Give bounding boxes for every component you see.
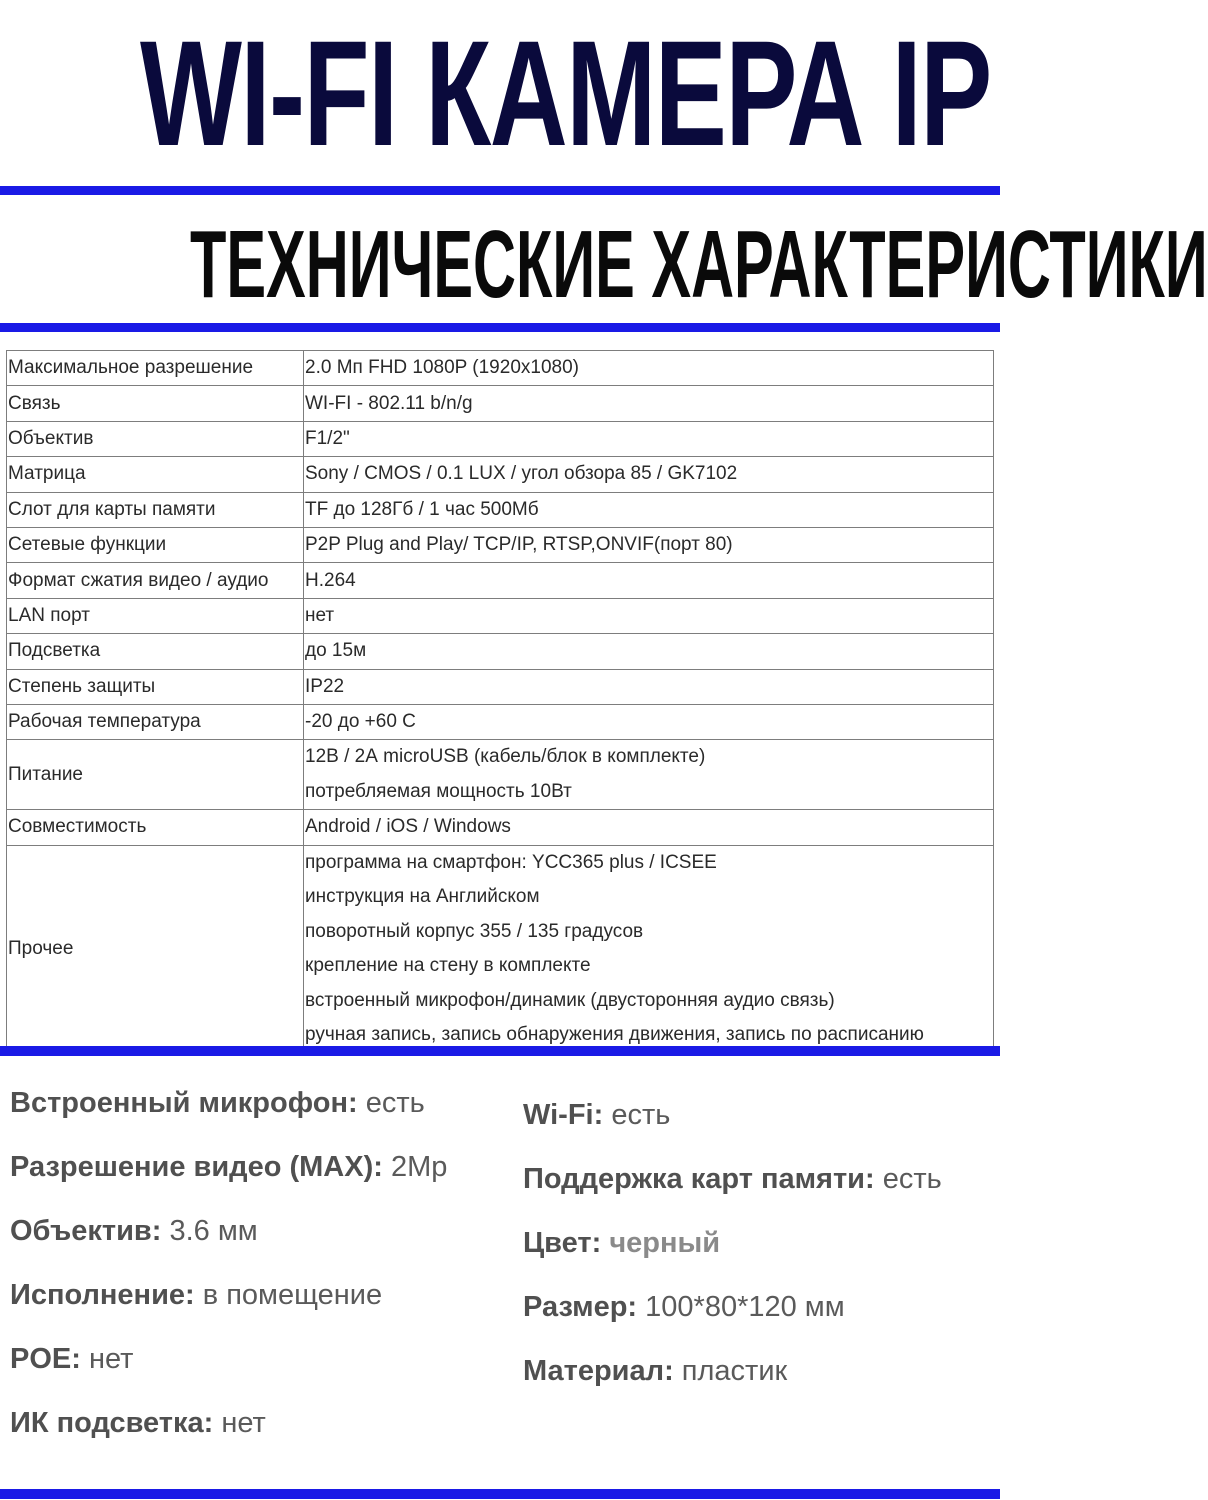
property-item (523, 1092, 942, 1156)
section-title: ТЕХНИЧЕСКИЕ ХАРАКТЕРИСТИКИ (190, 211, 1208, 318)
spec-value-line: ручная запись, запись обнаружения движения, запись по расписанию (305, 1024, 924, 1046)
table-row (7, 351, 994, 386)
property-item (10, 1272, 447, 1336)
table-row (7, 421, 994, 456)
property-key: Встроенный микрофон: (10, 1087, 358, 1119)
property-key: Wi-Fi: (523, 1099, 604, 1131)
spec-value (304, 740, 994, 810)
property-value: нет (221, 1407, 266, 1439)
property-key: Цвет: (523, 1227, 602, 1259)
spec-label: Рабочая температура (7, 704, 304, 739)
property-value: 2Mp (390, 1151, 448, 1183)
spec-value-line: крепление на стену в комплекте (305, 955, 591, 977)
spec-value: F1/2" (304, 421, 994, 456)
spec-label: Связь (7, 386, 304, 421)
spec-value: 2.0 Мп FHD 1080P (1920x1080) (304, 351, 994, 386)
table-row (7, 704, 994, 739)
property-key: POE: (10, 1343, 81, 1375)
table-row (7, 810, 994, 845)
property-value: в помещение (202, 1279, 383, 1311)
spec-label: Матрица (7, 457, 304, 492)
spec-value-line: поворотный корпус 355 / 135 градусов (305, 920, 644, 942)
table-row (7, 386, 994, 421)
property-value: 3.6 мм (169, 1215, 258, 1247)
property-item (10, 1400, 447, 1464)
spec-value: до 15м (304, 634, 994, 669)
property-value: есть (365, 1087, 425, 1119)
spec-label: Формат сжатия видео / аудио (7, 563, 304, 598)
spec-label: Максимальное разрешение (7, 351, 304, 386)
spec-label: Совместимость (7, 810, 304, 845)
spec-label: Слот для карты памяти (7, 492, 304, 527)
property-key: Исполнение: (10, 1279, 195, 1311)
table-row (7, 634, 994, 669)
property-key: Поддержка карт памяти: (523, 1163, 875, 1195)
property-key: Размер: (523, 1291, 638, 1323)
table-row (7, 457, 994, 492)
property-item (10, 1080, 447, 1144)
spec-value: Sony / CMOS / 0.1 LUX / угол обзора 85 / GK7102 (304, 457, 994, 492)
table-row (7, 669, 994, 704)
spec-value (304, 845, 994, 1053)
property-key: ИК подсветка: (10, 1407, 214, 1439)
page-title: WI-FI КАМЕРА IP (140, 9, 991, 177)
property-item (523, 1348, 942, 1412)
property-value: нет (88, 1343, 134, 1375)
property-item (523, 1156, 942, 1220)
property-value: 100*80*120 мм (645, 1291, 845, 1323)
property-value: пластик (681, 1355, 788, 1387)
spec-label: Сетевые функции (7, 527, 304, 562)
table-row (7, 740, 994, 810)
property-item (523, 1284, 942, 1348)
spec-label: Подсветка (7, 634, 304, 669)
table-row (7, 527, 994, 562)
table-row (7, 563, 994, 598)
divider-bar (0, 1489, 1000, 1499)
spec-value-line: встроенный микрофон/динамик (двусторонняя аудио связь) (305, 989, 835, 1011)
spec-value: Android / iOS / Windows (304, 810, 994, 845)
divider-bar (0, 323, 1000, 332)
spec-label: Объектив (7, 421, 304, 456)
spec-value: H.264 (304, 563, 994, 598)
property-value: есть (882, 1163, 942, 1195)
spec-table (6, 350, 994, 1054)
table-row (7, 598, 994, 633)
spec-label: Степень защиты (7, 669, 304, 704)
spec-value: P2P Plug and Play/ TCP/IP, RTSP,ONVIF(порт 80) (304, 527, 994, 562)
spec-value: IP22 (304, 669, 994, 704)
spec-value-line: программа на смартфон: YCC365 plus / ICSEE (305, 851, 717, 873)
table-row (7, 492, 994, 527)
spec-value-line: потребляемая мощность 10Вт (305, 780, 572, 802)
property-key: Материал: (523, 1355, 674, 1387)
property-value: есть (611, 1099, 671, 1131)
divider-bar (0, 1046, 1000, 1056)
spec-label: Прочее (7, 845, 304, 1053)
property-item (10, 1208, 447, 1272)
spec-value-line: инструкция на Английском (305, 886, 540, 908)
properties-right (523, 1092, 942, 1412)
spec-value-line: 12В / 2А microUSB (кабель/блок в комплекте) (305, 746, 706, 768)
spec-value: WI-FI - 802.11 b/n/g (304, 386, 994, 421)
spec-value: TF до 128Гб / 1 час 500Мб (304, 492, 994, 527)
spec-value: -20 до +60 С (304, 704, 994, 739)
property-item (523, 1220, 942, 1284)
property-key: Объектив: (10, 1215, 162, 1247)
table-row (7, 845, 994, 1053)
spec-label: Питание (7, 740, 304, 810)
spec-label: LAN порт (7, 598, 304, 633)
spec-value: нет (304, 598, 994, 633)
property-item (10, 1336, 447, 1400)
property-item (10, 1144, 447, 1208)
property-value: черный (609, 1227, 721, 1259)
properties-left (10, 1080, 447, 1464)
property-key: Разрешение видео (MAX): (10, 1151, 383, 1183)
divider-bar (0, 186, 1000, 195)
